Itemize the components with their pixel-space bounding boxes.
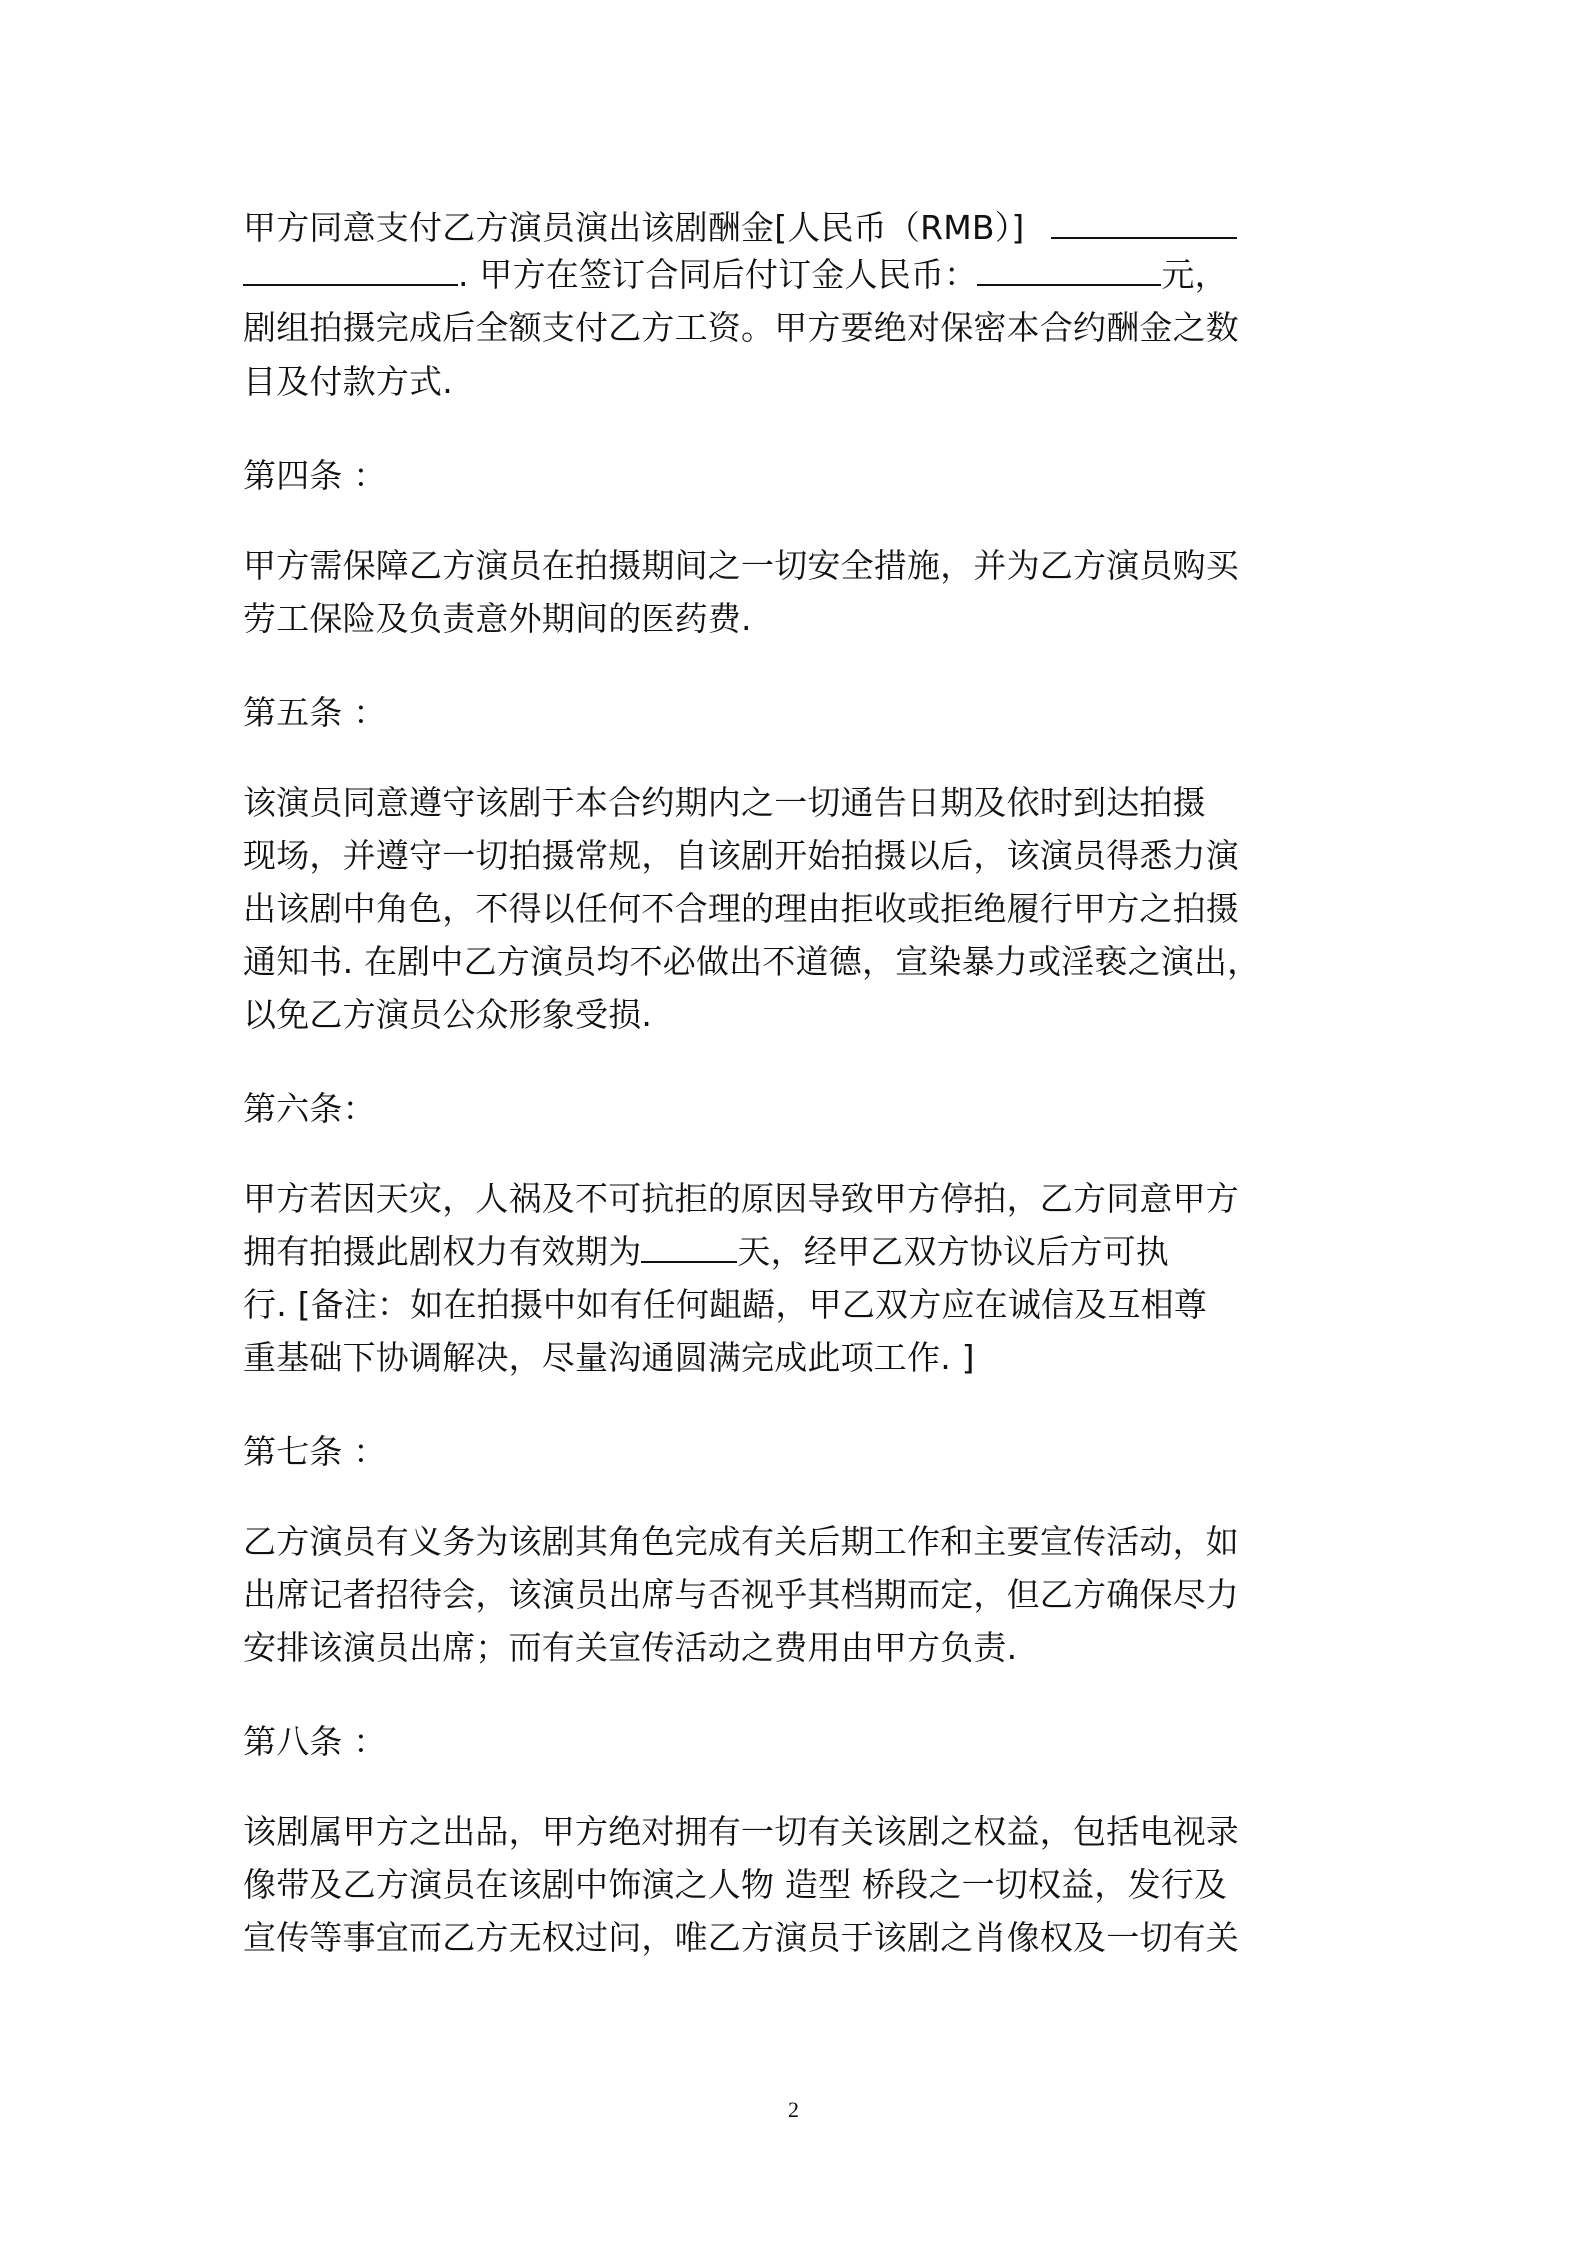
validity-days-blank: [641, 1231, 737, 1263]
article-8-line-1: 该剧属甲方之出品，甲方绝对拥有一切有关该剧之权益，包括电视录: [243, 1812, 1239, 1851]
fee-clause-text: 甲方同意支付乙方演员演出该剧酬金[人民币（RMB）]: [243, 208, 1025, 247]
article-5-line-2: 现场，并遵守一切拍摄常规，自该剧开始拍摄以后，该演员得悉力演: [243, 836, 1239, 875]
article-8-line-2: 像带及乙方演员在该剧中饰演之人物 造型 桥段之一切权益，发行及: [243, 1865, 1228, 1904]
article-5-title: 第五条 ：: [243, 693, 387, 732]
article-4-line-1: 甲方需保障乙方演员在拍摄期间之一切安全措施，并为乙方演员购买: [243, 546, 1239, 585]
article-6-line-2: [243, 1230, 1169, 1274]
article-5-line-4: 通知书. 在剧中乙方演员均不必做出不道德，宣染暴力或淫亵之演出，: [243, 942, 1261, 981]
paragraph-3-line-4: 目及付款方式.: [243, 362, 453, 401]
article-7-line-3: 安排该演员出席；而有关宣传活动之费用由甲方负责.: [243, 1628, 1018, 1667]
article-7-title: 第七条 ：: [243, 1432, 387, 1471]
article-8-title: 第八条 ：: [243, 1722, 387, 1761]
article-5-line-3: 出该剧中角色，不得以任何不合理的理由拒收或拒绝履行甲方之拍摄: [243, 889, 1239, 928]
validity-clause-text: 拥有拍摄此剧权力有效期为: [243, 1232, 642, 1271]
article-5-line-1: 该演员同意遵守该剧于本合约期内之一切通告日期及依时到达拍摄: [243, 783, 1206, 822]
article-7-line-1: 乙方演员有义务为该剧其角色完成有关后期工作和主要宣传活动，如: [243, 1522, 1239, 1561]
article-7-line-2: 出席记者招待会，该演员出席与否视乎其档期而定，但乙方确保尽力: [243, 1575, 1239, 1614]
article-6-line-3: 行. [备注：如在拍摄中如有任何龃龉，甲乙双方应在诚信及互相尊: [243, 1285, 1208, 1324]
article-6-line-4: 重基础下协调解决，尽量沟通圆满完成此项工作. ]: [243, 1338, 975, 1377]
paragraph-3-line-2: [243, 253, 1228, 297]
article-4-title: 第四条 ：: [243, 456, 387, 495]
paragraph-3-line-3: 剧组拍摄完成后全额支付乙方工资。甲方要绝对保密本合约酬金之数: [243, 308, 1239, 347]
deposit-amount-blank: [977, 254, 1161, 286]
article-4-line-2: 劳工保险及负责意外期间的医药费.: [243, 599, 752, 638]
article-6-title: 第六条：: [243, 1089, 376, 1128]
fee-amount-blank: [1051, 207, 1237, 239]
article-8-line-3: 宣传等事宜而乙方无权过问，唯乙方演员于该剧之肖像权及一切有关: [243, 1918, 1239, 1957]
deposit-clause-text: . 甲方在签订合同后付订金人民币：: [458, 255, 978, 294]
article-6-line-1: 甲方若因天灾，人祸及不可抗拒的原因导致甲方停拍，乙方同意甲方: [243, 1179, 1239, 1218]
paragraph-3-line-1: [243, 206, 1237, 250]
article-5-line-5: 以免乙方演员公众形象受损.: [243, 995, 653, 1034]
page-number: 2: [788, 2097, 799, 2122]
deposit-unit-text: 元，: [1161, 255, 1228, 294]
fee-amount-blank-continued: [243, 254, 458, 286]
validity-days-text: 天，经甲乙双方协议后方可执: [737, 1232, 1170, 1271]
